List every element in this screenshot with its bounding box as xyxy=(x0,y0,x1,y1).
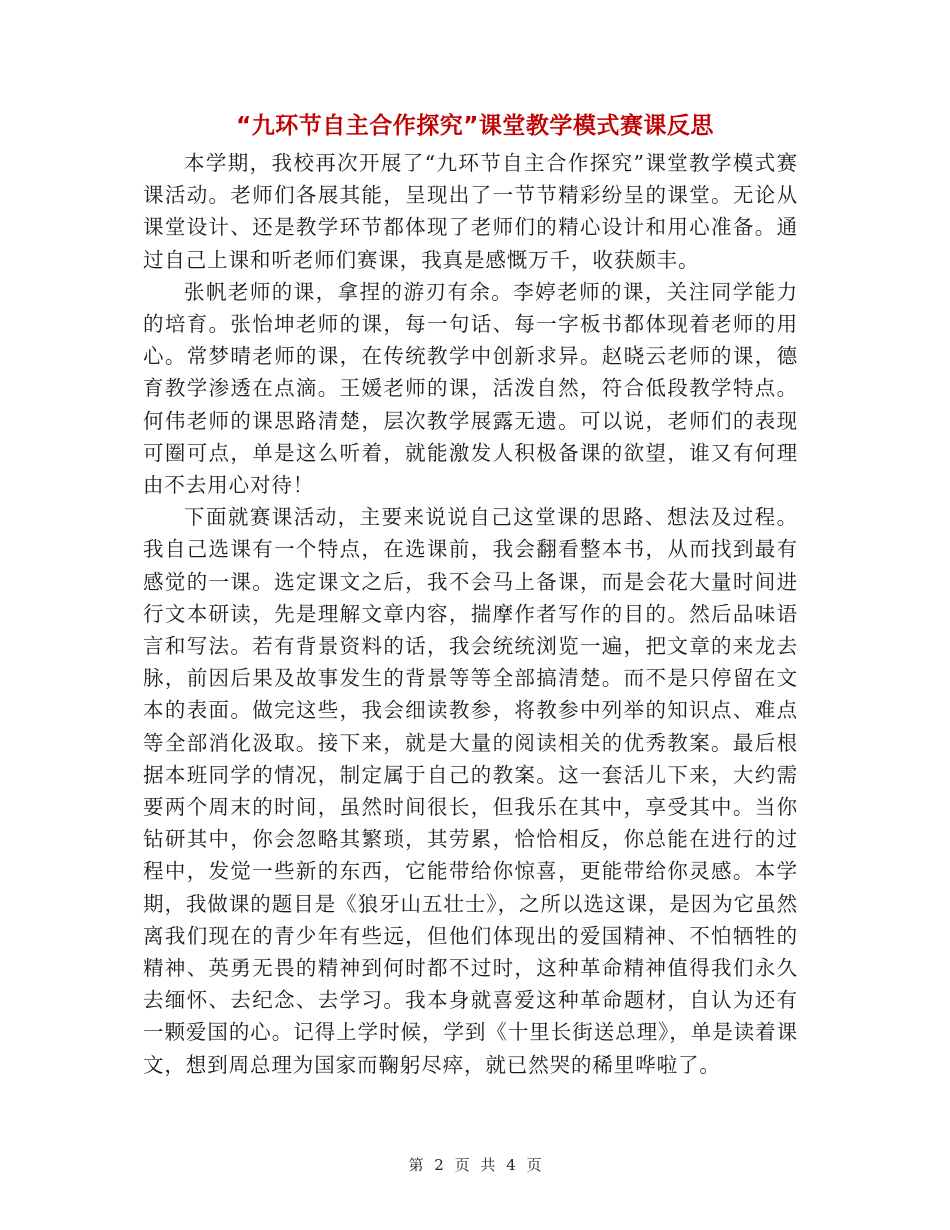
footer-total-unit: 页 xyxy=(526,1156,542,1174)
footer-current-page: 2 xyxy=(434,1156,444,1174)
paragraph-3: 下面就赛课活动，主要来说说自己这堂课的思路、想法及过程。我自己选课有一个特点，在选课前，我会翻看整本书，从而找到最有感觉的一课。选定课文之后，我不会马上备课，而是会花大量时间进行文本研读，先是理解文章内容，揣摩作者写作的目的。然后品味语言和写法。若有背景资料的话，我会统统浏览一遍，把文章的来龙去脉，前因后果及故事发生的背景等等全部搞清楚。而不是只停留在文本的表面。做完这些，我会细读教参，将教参中列举的知识点、难点等全部消化汲取。接下来，就是大量的阅读相关的优秀教案。最后根据本班同学的情况，制定属于自己的教案。这一套活儿下来，大约需要两个周末的时间，虽然时间很长，但我乐在其中，享受其中。当你钻研其中，你会忽略其繁琐，其劳累，恰恰相反，你总能在进行的过程中，发觉一些新的东西，它能带给你惊喜，更能带给你灵感。本学期，我做课的题目是《狼牙山五壮士》，之所以选这课，是因为它虽然离我们现在的青少年有些远，但他们体现出的爱国精神、不怕牺牲的精神、英勇无畏的精神到何时都不过时，这种革命精神值得我们永久去缅怀、去纪念、去学习。我本身就喜爱这种革命题材，自认为还有一颗爱国的心。记得上学时候，学到《十里长街送总理》，单是读着课文，想到周总理为国家而鞠躬尽瘁，就已然哭的稀里哗啦了。 xyxy=(143,505,798,1077)
document-title: “九环节自主合作探究”课堂教学模式赛课反思 xyxy=(236,113,714,139)
page-footer xyxy=(0,1153,950,1177)
footer-total-pages: 4 xyxy=(506,1156,516,1174)
paragraph-2: 张帆老师的课，拿捏的游刃有余。李婷老师的课，关注同学能力的培育。张怡坤老师的课，每一句话、每一字板书都体现着老师的用心。常梦晴老师的课，在传统教学中创新求异。赵晓云老师的课，德育教学渗透在点滴。王媛老师的课，活泼自然，符合低段教学特点。何伟老师的课思路清楚，层次教学展露无遗。可以说，老师们的表现可圈可点，单是这么听着，就能激发人积极备课的欲望，谁又有何理由不去用心对待！ xyxy=(143,279,798,498)
footer-prefix: 第 xyxy=(408,1156,424,1174)
footer-page-unit: 页 xyxy=(454,1156,470,1174)
document-body xyxy=(143,147,798,1081)
paragraph-1: 本学期，我校再次开展了“九环节自主合作探究”课堂教学模式赛课活动。老师们各展其能，呈现出了一节节精彩纷呈的课堂。无论从课堂设计、还是教学环节都体现了老师们的精心设计和用心准备。通过自己上课和听老师们赛课，我真是感慨万千，收获颇丰。 xyxy=(143,151,798,272)
footer-total-label: 共 xyxy=(480,1156,496,1174)
